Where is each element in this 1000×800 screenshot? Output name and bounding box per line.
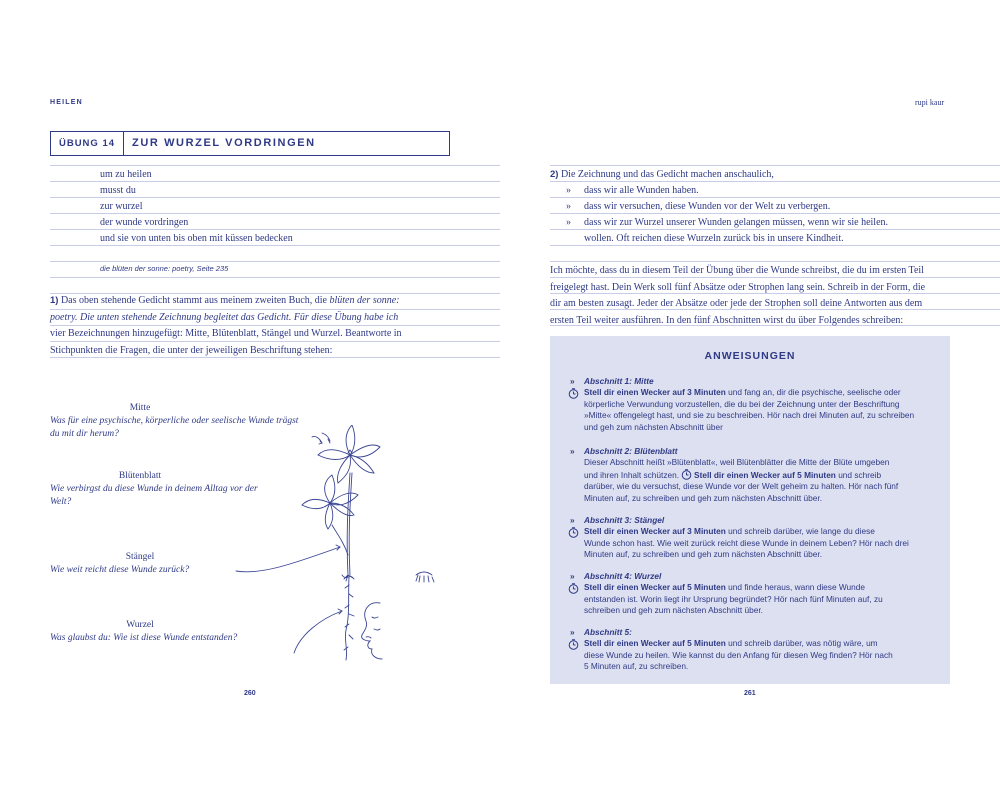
timer-icon bbox=[568, 639, 579, 650]
bullet-marker: » bbox=[566, 185, 571, 196]
bullet-marker: » bbox=[570, 571, 575, 581]
section-line: »Mitte« offengelegt hast, und sie zu beschreiben. Hör nach drei Minuten auf, zu schreiben bbox=[584, 410, 915, 421]
section-line: schreiben und geh zum nächsten Abschnitt über. bbox=[584, 605, 763, 616]
section-line: Dieser Abschnitt heißt »Blütenblatt«, weil Blütenblätter die Mitte der Blüte umgeben bbox=[584, 457, 890, 468]
section-line: 5 Minuten auf, zu schreiben. bbox=[584, 661, 689, 672]
task-2-number: 2) bbox=[550, 169, 559, 180]
intro-paragraph bbox=[550, 263, 950, 329]
section-line: und schreib darüber, was nötig wäre, um bbox=[725, 638, 878, 649]
label-title: Blütenblatt bbox=[118, 471, 162, 481]
section-line: diese Wunde zu heilen. Wie kannst du den Anfang für diesen Weg finden? Hör nach bbox=[584, 649, 893, 660]
task-1-line: poetry. Die unten stehende Zeichnung begleitet das Gedicht. Für diese Übung habe ich bbox=[50, 311, 399, 323]
task-2-bullet: dass wir versuchen, diese Wunden vor der Welt zu verbergen. bbox=[584, 201, 831, 212]
bullet-marker: » bbox=[570, 515, 575, 525]
flower-illustration bbox=[230, 425, 450, 665]
task-2-continuation: wollen. Oft reichen diese Wurzeln zurück bis in unsere Kindheit. bbox=[584, 233, 844, 244]
paragraph-line: freigelegt hast. Dein Werk soll fünf Absätze oder Strophen lang sein. Schreib in der Form, die bbox=[550, 281, 926, 293]
paragraph-line: Ich möchte, dass du in diesem Teil der Übung über die Wunde schreibst, die du im ersten Teil bbox=[550, 265, 924, 276]
book-title: blüten der sonne: bbox=[329, 295, 400, 306]
task-2-bullet: dass wir alle Wunden haben. bbox=[584, 185, 699, 196]
bullet-marker: » bbox=[570, 446, 575, 456]
section-heading: Abschnitt 1: Mitte bbox=[584, 376, 654, 386]
poem-source: die blüten der sonne: poetry, Seite 235 bbox=[100, 264, 229, 273]
label-title: Wurzel bbox=[126, 620, 154, 630]
page-number-right: 261 bbox=[744, 690, 756, 697]
poem-line: und sie von unten bis oben mit küssen bedecken bbox=[100, 233, 293, 244]
label-question: Was glaubst du: Wie ist diese Wunde entstanden? bbox=[50, 633, 238, 643]
bullet-marker: » bbox=[570, 376, 575, 386]
task-1-line: Stichpunkten die Fragen, die unter der jeweiligen Beschriftung stehen: bbox=[50, 344, 333, 356]
exercise-header bbox=[50, 131, 450, 156]
section-heading: Abschnitt 5: bbox=[584, 627, 632, 637]
section-line: und geh zum nächsten Abschnitt über bbox=[584, 421, 723, 432]
task-1-line: vier Bezeichnungen hinzugefügt: Mitte, Blütenblatt, Stängel und Wurzel. Beantworte in bbox=[50, 328, 402, 339]
section-line: Stell dir einen Wecker auf 5 Minuten bbox=[694, 469, 836, 480]
paragraph-line: dir am besten zusagt. Jeder der Absätze oder jede der Strophen soll deine Antworten aus dem bbox=[550, 298, 923, 309]
label-title: Mitte bbox=[129, 403, 151, 413]
page-number-left: 260 bbox=[244, 690, 256, 697]
section-1 bbox=[568, 376, 938, 433]
section-line: und fang an, dir die psychische, seelische oder bbox=[725, 387, 901, 398]
section-line: entstanden ist. Worin liegt ihr Ursprung begründet? Hör nach fünf Minuten auf, zu bbox=[584, 593, 883, 604]
label-question: Was für eine psychische, körperliche oder seelische Wunde trägst du mit dir herum? bbox=[50, 416, 299, 439]
section-line: körperliche Verwundung vorzustellen, die du bei der Zeichnung unter der Beschriftung bbox=[584, 398, 900, 409]
exercise-title: ZUR WURZEL VORDRINGEN bbox=[132, 137, 316, 149]
section-line: Minuten auf, zu schreiben und geh zum nächsten Abschnitt über. bbox=[584, 549, 822, 560]
section-3 bbox=[568, 515, 938, 561]
bullet-marker: » bbox=[566, 201, 571, 212]
bullet-marker: » bbox=[566, 217, 571, 228]
section-line: und schreib bbox=[835, 469, 882, 480]
bullet-marker: » bbox=[570, 627, 575, 637]
running-head-left: HEILEN bbox=[50, 99, 83, 106]
section-heading: Abschnitt 2: Blütenblatt bbox=[584, 446, 678, 456]
section-2 bbox=[568, 446, 938, 504]
task-1-line: Das oben stehende Gedicht stammt aus meinem zweiten Buch, die bbox=[60, 295, 330, 306]
section-line: Stell dir einen Wecker auf 5 Minuten bbox=[584, 638, 726, 649]
section-5 bbox=[568, 627, 938, 673]
section-line: Stell dir einen Wecker auf 5 Minuten bbox=[584, 582, 726, 593]
label-title: Stängel bbox=[125, 552, 155, 562]
section-line: darüber, wie du versuchst, diese Wunde vor der Welt geheim zu halten. Hör nach fünf bbox=[584, 481, 899, 492]
task-1 bbox=[50, 293, 450, 359]
task-1-number: 1) bbox=[50, 295, 59, 306]
poem-line: musst du bbox=[100, 185, 136, 196]
task-2-intro bbox=[550, 167, 774, 184]
section-line: und finde heraus, wann diese Wunde bbox=[725, 582, 866, 593]
poem-line: zur wurzel bbox=[100, 201, 143, 212]
section-line: Minuten auf, zu schreiben und geh zum nächsten Abschnitt über. bbox=[584, 492, 822, 503]
timer-icon bbox=[568, 527, 579, 538]
section-line: Wunde schon hast. Wie weit zurück reicht diese Wunde in deinem Leben? Hör nach drei bbox=[584, 537, 909, 548]
section-line: und ihren Inhalt schützen. bbox=[584, 469, 680, 480]
timer-icon bbox=[568, 583, 579, 594]
task-2-bullet: dass wir zur Wurzel unserer Wunden gelangen müssen, wenn wir sie heilen. bbox=[584, 217, 889, 228]
poem-line: um zu heilen bbox=[100, 169, 152, 180]
timer-icon bbox=[568, 388, 579, 399]
task-2-intro-text: Die Zeichnung und das Gedicht machen anschaulich, bbox=[560, 169, 774, 180]
exercise-number: ÜBUNG 14 bbox=[51, 132, 124, 155]
section-heading: Abschnitt 4: Wurzel bbox=[584, 571, 662, 581]
running-head-right: rupi kaur bbox=[915, 98, 945, 107]
section-line: und schreib darüber, wie lange du diese bbox=[725, 526, 875, 537]
label-question: Wie weit reicht diese Wunde zurück? bbox=[50, 565, 190, 575]
section-line: Stell dir einen Wecker auf 3 Minuten bbox=[584, 387, 726, 398]
section-heading: Abschnitt 3: Stängel bbox=[584, 515, 665, 525]
section-line: Stell dir einen Wecker auf 3 Minuten bbox=[584, 526, 726, 537]
panel-title: ANWEISUNGEN bbox=[704, 350, 796, 362]
poem-line: der wunde vordringen bbox=[100, 217, 189, 228]
instructions-panel bbox=[550, 336, 950, 684]
timer-icon bbox=[681, 469, 692, 480]
section-4 bbox=[568, 571, 938, 617]
label-question: Wie verbirgst du diese Wunde in deinem Alltag vor der Welt? bbox=[50, 484, 258, 507]
paragraph-line: ersten Teil weiter ausführen. In den fünf Abschnitten wirst du über Folgendes schreiben: bbox=[550, 314, 904, 326]
